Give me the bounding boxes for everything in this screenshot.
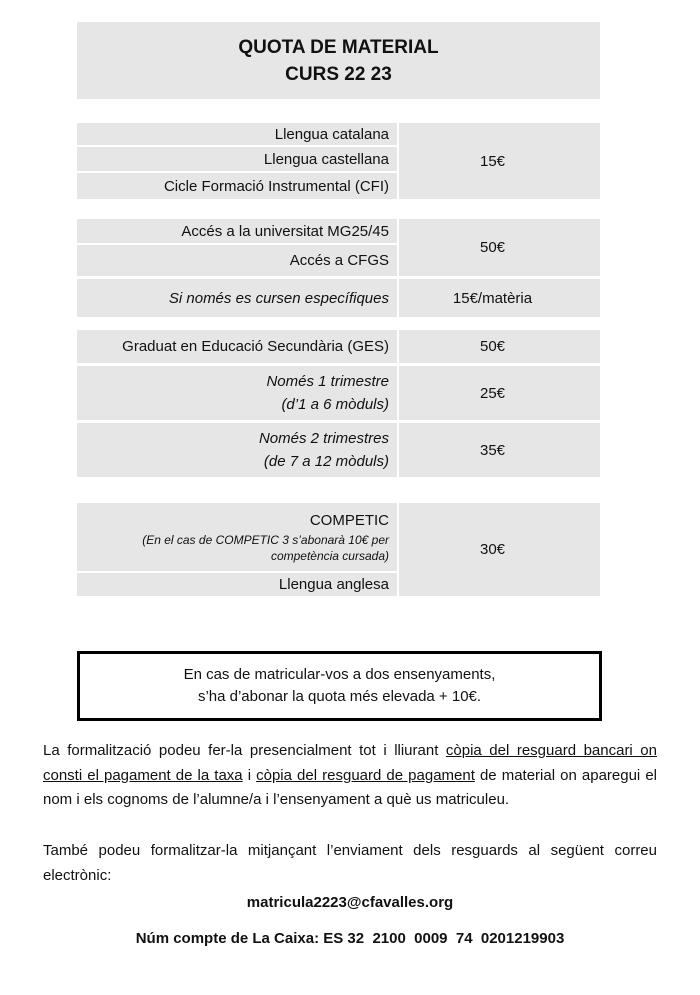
email-address[interactable]: matricula2223@cfavalles.org	[246, 894, 454, 911]
text: de material on aparegui el nom i els cognoms de l’alumne/a i l’ensenyament a què us matriculeu.	[43, 766, 658, 808]
price-value: 50€	[479, 338, 506, 355]
notice-box	[77, 651, 602, 721]
title-line-2: CURS 22 23	[285, 63, 392, 85]
row-cfi	[77, 173, 397, 199]
price-value: 25€	[479, 384, 506, 402]
price-value: 15€/matèria	[452, 289, 533, 307]
price-value: 15€	[479, 152, 506, 170]
row-acces-universitat	[77, 219, 397, 243]
row-label: Llengua catalana	[274, 125, 389, 143]
notice-line-1: En cas de matricular-vos a dos ensenyaments,	[183, 666, 496, 683]
title-line-1: QUOTA DE MATERIAL	[238, 36, 439, 58]
text: La formalització podeu fer-la presencialment tot i lliurant	[43, 742, 446, 759]
text: i	[242, 766, 257, 784]
row-label: Llengua castellana	[263, 150, 389, 168]
price-ges	[399, 330, 600, 363]
row-note: competència cursada)	[270, 549, 389, 563]
price-especifiques	[399, 279, 600, 317]
text: També podeu formalitzar-la mitjançant l’enviament dels resguards al següent correu electrònic:	[43, 842, 657, 884]
row-label: Només 2 trimestres	[258, 430, 389, 447]
row-label: Només 1 trimestre	[266, 373, 389, 390]
price-value: 35€	[479, 441, 506, 459]
row-label: Si només es cursen específiques	[168, 289, 389, 307]
email-paragraph	[43, 839, 657, 888]
row-label: Accés a CFGS	[289, 252, 389, 269]
row-label: Cicle Formació Instrumental (CFI)	[163, 177, 389, 195]
row-llengua-castellana	[77, 147, 397, 171]
row-sublabel: (de 7 a 12 mòduls)	[263, 453, 389, 470]
underlined-text: còpia del resguard bancari on consti el pagament de la taxa	[43, 742, 657, 784]
notice-line-2: s’ha d’abonar la quota més elevada + 10€.	[197, 688, 482, 705]
price-group-2	[399, 219, 600, 276]
row-label: COMPETIC	[309, 512, 389, 529]
row-competic	[77, 503, 397, 571]
bank-account: Núm compte de La Caixa: ES 32 2100 0009 74 0201219903	[135, 930, 565, 947]
price-1-trimestre	[399, 366, 600, 420]
instructions-paragraph	[43, 739, 657, 813]
row-llengua-anglesa	[77, 573, 397, 596]
price-group-4	[399, 503, 600, 596]
underlined-text: còpia del resguard de pagament	[256, 766, 475, 784]
row-label: Graduat en Educació Secundària (GES)	[122, 338, 389, 355]
price-2-trimestres	[399, 423, 600, 477]
price-value: 30€	[479, 541, 506, 558]
row-sublabel: (d’1 a 6 mòduls)	[281, 396, 389, 413]
price-group-1	[399, 123, 600, 199]
row-llengua-catalana	[77, 123, 397, 145]
row-1-trimestre	[77, 366, 397, 420]
row-label: Accés a la universitat MG25/45	[181, 222, 389, 240]
price-value: 50€	[479, 239, 506, 256]
row-label: Llengua anglesa	[278, 576, 389, 593]
row-acces-cfgs	[77, 245, 397, 276]
title-box	[77, 22, 600, 99]
row-ges	[77, 330, 397, 363]
row-note: (En el cas de COMPETIC 3 s’abonarà 10€ per	[142, 533, 389, 547]
row-2-trimestres	[77, 423, 397, 477]
row-especifiques	[77, 279, 397, 317]
